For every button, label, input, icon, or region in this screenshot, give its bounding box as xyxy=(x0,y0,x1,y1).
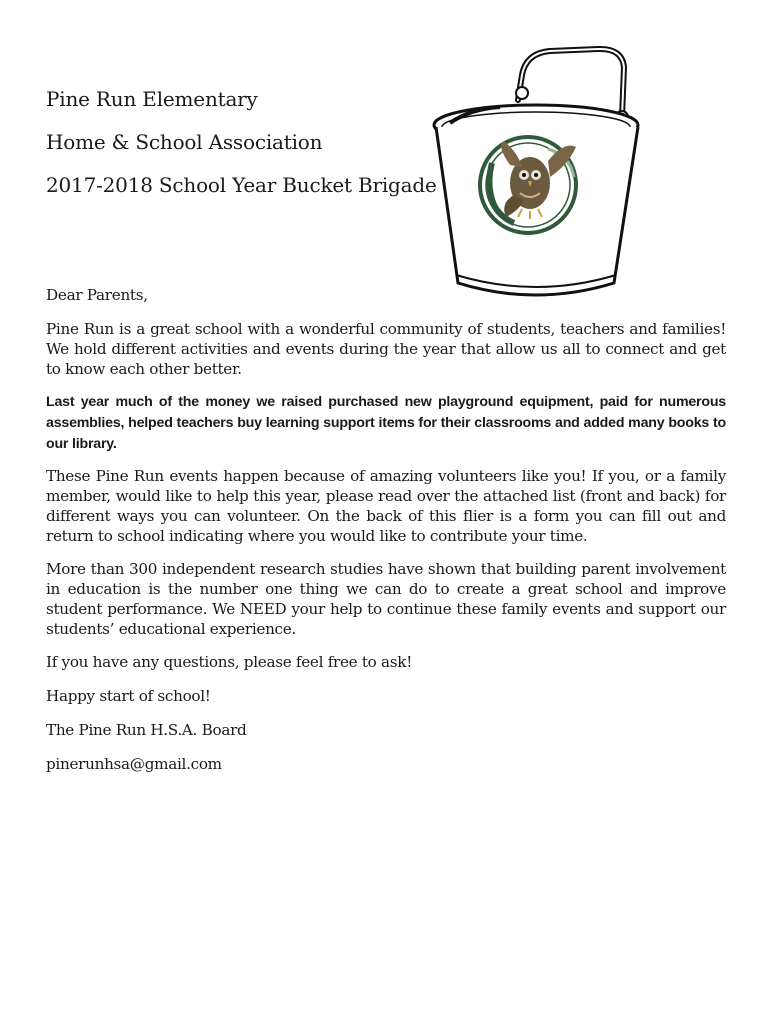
last-year-paragraph: Last year much of the money we raised purchased new playground equipment, paid for numerous assemblies, helped teachers buy learning support items for their classrooms and added many books to our library. xyxy=(46,394,726,452)
school-name: Pine Run Elementary xyxy=(46,87,258,111)
signature-line: The Pine Run H.S.A. Board xyxy=(46,721,247,739)
salutation: Dear Parents, xyxy=(46,286,148,304)
program-title: 2017-2018 School Year Bucket Brigade xyxy=(46,173,437,197)
research-paragraph: More than 300 independent research studies have shown that building parent involvement in education is the number one thing we can do to create a great school and improve student performance. We NEED your help to continue these family events and support our students’ educational experience. xyxy=(46,560,726,638)
closing-line: Happy start of school! xyxy=(46,687,211,705)
intro-paragraph: Pine Run is a great school with a wonderful community of students, teachers and families! We hold different activities and events during the year that allow us all to connect and get to know each other better. xyxy=(46,320,726,378)
contact-email[interactable]: pinerunhsa@gmail.com xyxy=(46,755,222,773)
volunteers-paragraph: These Pine Run events happen because of amazing volunteers like you! If you, or a family member, would like to help this year, please read over the attached list (front and back) for different ways you can volunteer. On the back of this flier is a form you can fill out and return to school indicating where you would like to contribute your time. xyxy=(46,467,726,545)
owl-logo-icon xyxy=(480,137,576,233)
association-name: Home & School Association xyxy=(46,130,323,154)
letter-header xyxy=(46,87,437,217)
questions-line: If you have any questions, please feel free to ask! xyxy=(46,653,413,671)
letter-body xyxy=(46,285,726,788)
bucket-icon xyxy=(430,45,645,310)
